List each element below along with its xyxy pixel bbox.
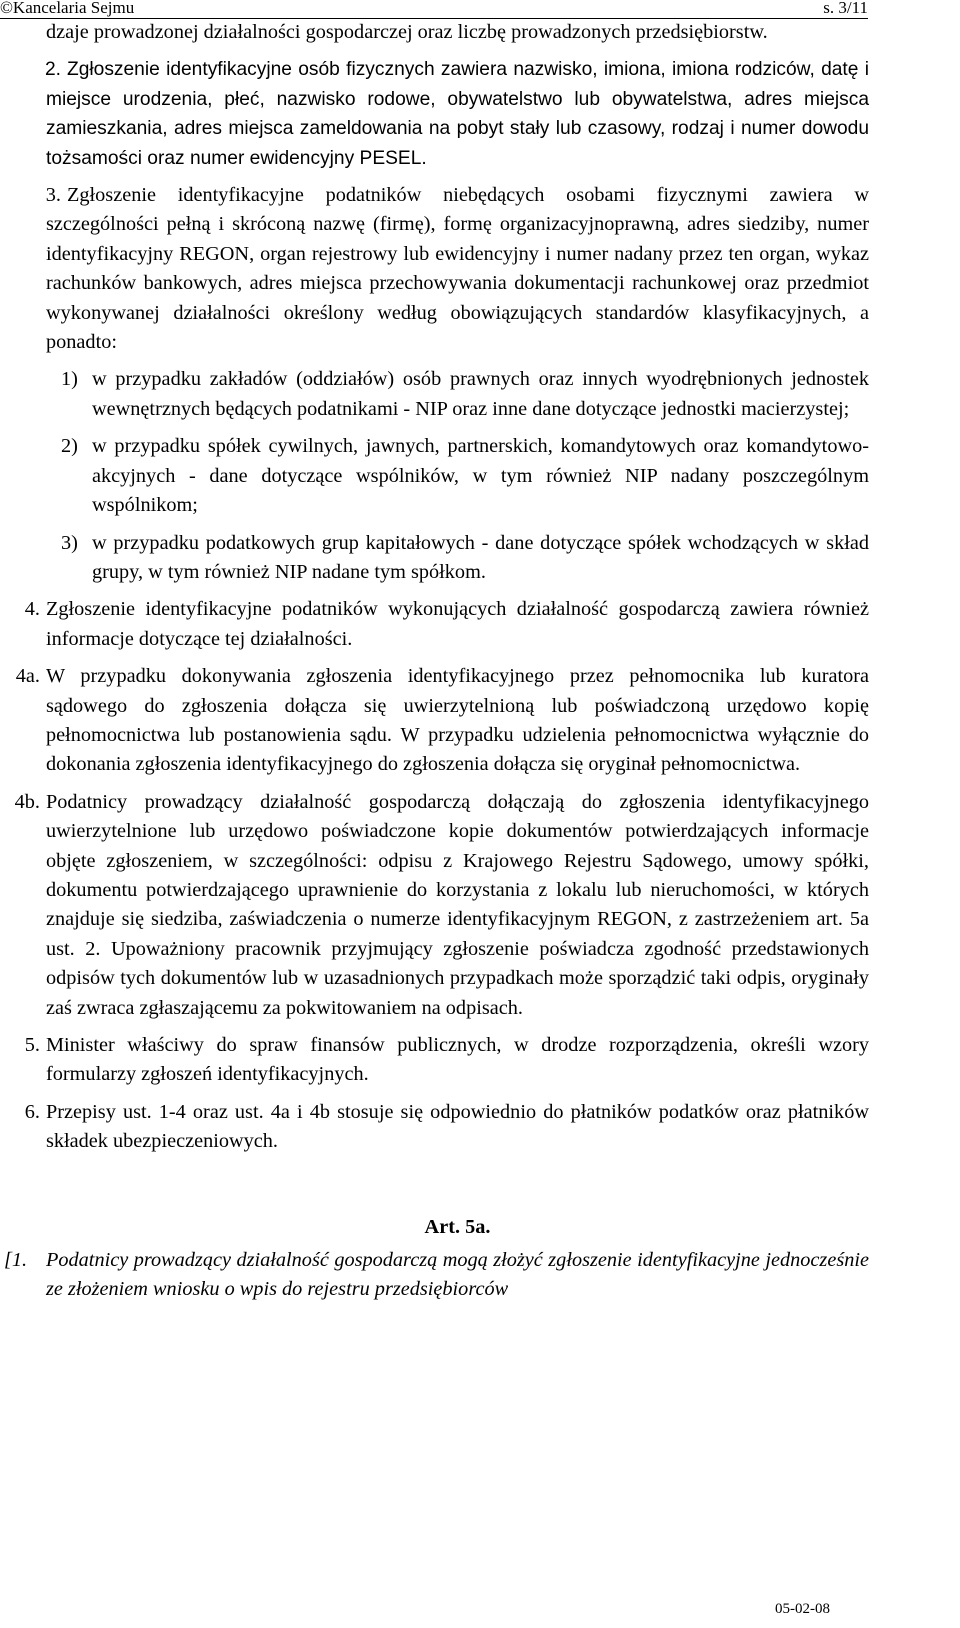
continuation-text: dzaje prowadzonej działalności gospodarczej oraz liczbę prowadzonych przedsiębiorstw. bbox=[46, 21, 768, 43]
paragraph-number: 4b. bbox=[14, 790, 40, 813]
document-body bbox=[4, 18, 869, 1305]
paragraph-text: Minister właściwy do spraw finansów publicznych, w drodze rozporządzenia, określi wzory formularzy zgłoszeń identyfikacyjnych. bbox=[46, 1034, 869, 1086]
paragraph-text: Podatnicy prowadzący działalność gospodarczą dołączają do zgłoszenia identyfikacyjnego uwierzytelnione lub urzędowo poświadczone kopie dokumentów potwierdzających informacje objęte zgłoszeniem, w szczególności: odpisu z Krajowego Rejestru Sądowego, umowy spółki, dokumentu potwierdzającego uprawnienie do korzystania z lokalu lub nieruchomości, w których znajduje się siedziba, zaświadczenia o numerze identyfikacyjnym REGON, z zastrzeżeniem art. 5a ust. 2. Upoważniony pracownik przyjmujący zgłoszenie poświadcza zgodność przedstawionych odpisów tych dokumentów lub w uzasadnionych przypadkach może sporządzić taki odpis, oryginały zaś zwraca zgłaszającemu za pokwitowaniem na odpisach. bbox=[46, 790, 869, 1019]
list-item bbox=[61, 432, 869, 520]
paragraph-text: Zgłoszenie identyfikacyjne osób fizycznych zawiera nazwisko, imiona, imiona rodziców, datę i miejsce urodzenia, płeć, nazwisko rodowe, obywatelstwo lub obywatelstwa, adres miejsca zamieszkania, adres miejsca zameldowania na pobyt stały lub czasowy, rodzaj i numer dowodu tożsamości oraz numer ewidencyjny PESEL. bbox=[46, 59, 869, 169]
paragraph-4a bbox=[15, 662, 869, 780]
paragraph-text: Przepisy ust. 1-4 oraz ust. 4a i 4b stosuje się odpowiednio do płatników podatków oraz płatników składek ubezpieczeniowych. bbox=[46, 1100, 869, 1153]
page-header bbox=[0, 0, 868, 19]
list-item-text: w przypadku zakładów (oddziałów) osób prawnych oraz innych wyodrębnionych jednostek wewnętrznych będących podatnikami - NIP oraz inne dane dotyczące jednostki macierzystej; bbox=[92, 368, 869, 420]
article-title: Art. 5a. bbox=[424, 1215, 491, 1238]
paragraph-number: 4a. bbox=[15, 665, 40, 688]
list-item-number: 2) bbox=[61, 435, 78, 458]
page-footer-date: 05-02-08 bbox=[775, 1601, 830, 1617]
list-item-number: 1) bbox=[61, 368, 78, 391]
paragraph-2 bbox=[46, 55, 869, 173]
paragraph-text: Zgłoszenie identyfikacyjne podatników niebędących osobami fizycznymi zawiera w szczególności pełną i skróconą nazwę (firmę), formę organizacyjnoprawną, adres siedziby, numer identyfikacyjny REGON, organ rejestrowy lub ewidencyjny i numer nadany przez ten organ, wykaz rachunków bankowych, adres miejsca przechowywania dokumentacji rachunkowej oraz przedmiot wykonywanej działalności określony według obowiązujących standardów klasyfikacyjnych, a ponadto: bbox=[46, 184, 869, 354]
article-paragraph bbox=[4, 1246, 869, 1305]
article-paragraph-text: Podatnicy prowadzący działalność gospodarczą mogą złożyć zgłoszenie identyfikacyjne jednocześnie ze złożeniem wniosku o wpis do rejestru przedsiębiorców bbox=[46, 1249, 869, 1301]
header-source: ©Kancelaria Sejmu bbox=[0, 0, 135, 17]
list-item-text: w przypadku spółek cywilnych, jawnych, partnerskich, komandytowych oraz komandytowo-akcyjnych - dane dotyczące wspólników, w tym również NIP nadany poszczególnym wspólnikom; bbox=[92, 435, 869, 517]
paragraph-4b bbox=[14, 788, 869, 1023]
article-paragraph-number: [1. bbox=[4, 1249, 28, 1272]
header-page-number: s. 3/11 bbox=[823, 0, 868, 17]
list-item bbox=[61, 529, 869, 588]
paragraph-number: 4. bbox=[24, 598, 40, 621]
paragraph-4 bbox=[24, 595, 869, 654]
paragraph-number: 2. bbox=[44, 59, 61, 81]
paragraph-text: W przypadku dokonywania zgłoszenia identyfikacyjnego przez pełnomocnika lub kuratora sądowego do zgłoszenia dołącza się uwierzytelnioną lub poświadczoną urzędowo kopię pełnomocnictwa lub postanowienia sądu. W przypadku udzielenia pełnomocnictwa wyłącznie do dokonania zgłoszenia identyfikacyjnego do zgłoszenia dołącza się oryginał pełnomocnictwa. bbox=[46, 665, 869, 776]
paragraph-3 bbox=[46, 181, 869, 357]
paragraph-number: 3. bbox=[45, 184, 61, 207]
list-item-number: 3) bbox=[61, 531, 78, 554]
paragraph-number: 6. bbox=[24, 1100, 40, 1123]
list-item-text: w przypadku podatkowych grup kapitałowych - dane dotyczące spółek wchodzących w skład grupy, w tym również NIP nadane tym spółkom. bbox=[92, 531, 869, 583]
list-item bbox=[61, 365, 869, 424]
paragraph-text: Zgłoszenie identyfikacyjne podatników wykonujących działalność gospodarczą zawiera również informacje dotyczące tej działalności. bbox=[46, 598, 869, 650]
paragraph-5 bbox=[24, 1031, 869, 1090]
paragraph-6 bbox=[24, 1098, 869, 1157]
paragraph-number: 5. bbox=[24, 1034, 40, 1056]
